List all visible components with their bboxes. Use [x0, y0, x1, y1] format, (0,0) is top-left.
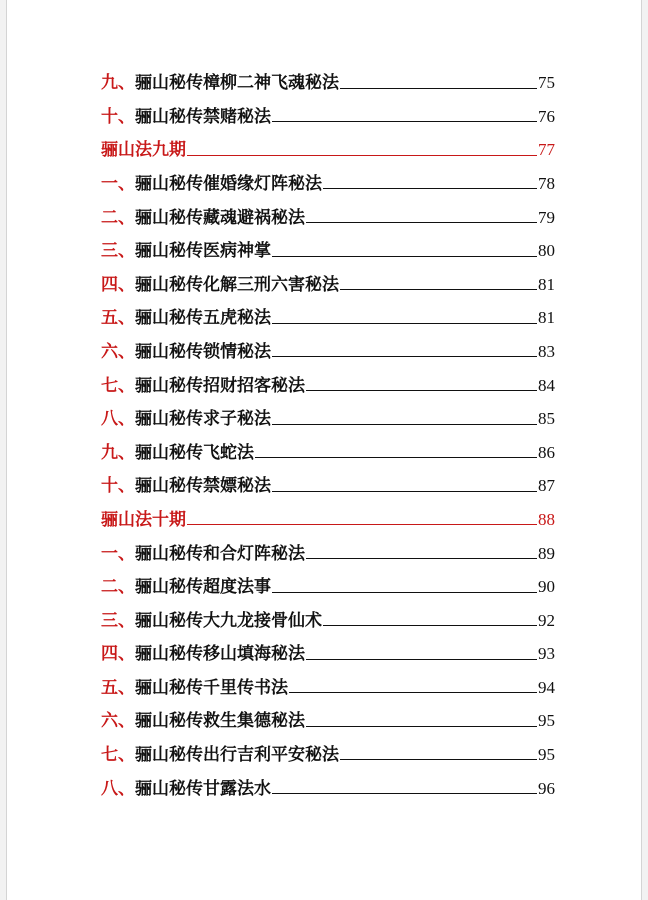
toc-leader-line [272, 323, 537, 324]
toc-entry-title: 骊山秘传化解三刑六害秘法 [135, 274, 339, 295]
toc-entry [101, 232, 555, 266]
toc-entry-title: 骊山秘传医病神掌 [135, 241, 271, 262]
toc-entry-title: 骊山秘传救生集德秘法 [135, 711, 305, 732]
toc-entry [101, 635, 555, 669]
toc-entry [101, 534, 555, 568]
toc-entry-number: 一、 [101, 173, 135, 194]
toc-leader-line [272, 592, 537, 593]
toc-entry-title: 骊山秘传藏魂避祸秘法 [135, 207, 305, 228]
toc-leader-line [272, 256, 537, 257]
toc-entry-title: 骊山法十期 [101, 509, 186, 530]
toc-leader-line [306, 390, 537, 391]
toc-leader-line [187, 524, 537, 525]
toc-entry-page: 95 [538, 745, 555, 765]
toc-entry-title: 骊山秘传和合灯阵秘法 [135, 543, 305, 564]
toc-entry [101, 769, 555, 803]
toc-entry-number: 七、 [101, 745, 135, 766]
toc-entry-number: 二、 [101, 207, 135, 228]
toc-entry-title: 骊山秘传飞蛇法 [135, 442, 254, 463]
toc-entry-number: 九、 [101, 442, 135, 463]
toc-entry-page: 96 [538, 778, 555, 798]
toc-leader-line [306, 558, 537, 559]
toc-entry-title: 骊山秘传五虎秘法 [135, 308, 271, 329]
toc-entry-number: 十、 [101, 476, 135, 497]
toc-section-heading [101, 501, 555, 535]
toc-entry-page: 75 [538, 73, 555, 93]
toc-entry-number: 五、 [101, 677, 135, 698]
toc-entry-page: 86 [538, 442, 555, 462]
toc-entry-number: 八、 [101, 409, 135, 430]
toc-entry [101, 400, 555, 434]
toc-leader-line [323, 188, 537, 189]
toc-leader-line [272, 121, 537, 122]
document-page [6, 0, 642, 900]
toc-leader-line [306, 726, 537, 727]
toc-entry-number: 十、 [101, 106, 135, 127]
toc-entry-number: 九、 [101, 73, 135, 94]
toc-entry [101, 467, 555, 501]
toc-entry-number: 六、 [101, 711, 135, 732]
toc-entry-title: 骊山秘传求子秘法 [135, 409, 271, 430]
toc-entry-page: 84 [538, 375, 555, 395]
toc-entry [101, 266, 555, 300]
toc-entry-page: 88 [538, 509, 555, 529]
toc-entry-page: 79 [538, 207, 555, 227]
table-of-contents [101, 64, 555, 803]
toc-entry [101, 434, 555, 468]
toc-entry-title: 骊山秘传禁赌秘法 [135, 106, 271, 127]
toc-entry-page: 89 [538, 543, 555, 563]
toc-entry [101, 568, 555, 602]
toc-entry-page: 93 [538, 644, 555, 664]
toc-entry [101, 299, 555, 333]
toc-entry [101, 702, 555, 736]
toc-entry-number: 六、 [101, 341, 135, 362]
toc-entry-title: 骊山法九期 [101, 140, 186, 161]
toc-leader-line [340, 289, 537, 290]
toc-entry [101, 669, 555, 703]
toc-entry-page: 95 [538, 711, 555, 731]
toc-entry-title: 骊山秘传甘露法水 [135, 778, 271, 799]
toc-entry-page: 92 [538, 610, 555, 630]
toc-entry-number: 三、 [101, 610, 135, 631]
toc-entry-page: 87 [538, 476, 555, 496]
toc-entry-page: 77 [538, 140, 555, 160]
toc-entry-page: 76 [538, 106, 555, 126]
toc-entry [101, 64, 555, 98]
toc-leader-line [272, 793, 537, 794]
toc-entry-number: 三、 [101, 241, 135, 262]
toc-leader-line [323, 625, 537, 626]
toc-leader-line [340, 88, 537, 89]
toc-entry [101, 198, 555, 232]
toc-leader-line [272, 491, 537, 492]
toc-entry-number: 二、 [101, 577, 135, 598]
toc-entry-number: 四、 [101, 644, 135, 665]
toc-entry-page: 90 [538, 577, 555, 597]
toc-leader-line [272, 424, 537, 425]
toc-entry [101, 165, 555, 199]
toc-entry-page: 78 [538, 173, 555, 193]
toc-entry [101, 333, 555, 367]
toc-entry-title: 骊山秘传禁嫖秘法 [135, 476, 271, 497]
toc-entry-title: 骊山秘传出行吉利平安秘法 [135, 745, 339, 766]
toc-entry-number: 五、 [101, 308, 135, 329]
toc-entry-page: 85 [538, 409, 555, 429]
toc-leader-line [306, 659, 537, 660]
toc-section-heading [101, 131, 555, 165]
toc-entry-page: 83 [538, 341, 555, 361]
toc-entry-title: 骊山秘传超度法事 [135, 577, 271, 598]
toc-entry-title: 骊山秘传千里传书法 [135, 677, 288, 698]
toc-entry [101, 98, 555, 132]
toc-entry-number: 八、 [101, 778, 135, 799]
toc-entry-page: 94 [538, 677, 555, 697]
toc-leader-line [340, 759, 537, 760]
toc-entry [101, 366, 555, 400]
toc-entry-number: 七、 [101, 375, 135, 396]
toc-leader-line [289, 692, 537, 693]
toc-entry-page: 81 [538, 274, 555, 294]
toc-entry [101, 736, 555, 770]
toc-leader-line [272, 356, 537, 357]
toc-entry-number: 一、 [101, 543, 135, 564]
toc-entry-title: 骊山秘传催婚缘灯阵秘法 [135, 173, 322, 194]
toc-leader-line [187, 155, 537, 156]
toc-entry-number: 四、 [101, 274, 135, 295]
toc-entry-title: 骊山秘传移山填海秘法 [135, 644, 305, 665]
toc-entry-title: 骊山秘传招财招客秘法 [135, 375, 305, 396]
toc-entry [101, 602, 555, 636]
toc-entry-page: 81 [538, 308, 555, 328]
toc-entry-title: 骊山秘传樟柳二神飞魂秘法 [135, 73, 339, 94]
toc-entry-title: 骊山秘传大九龙接骨仙术 [135, 610, 322, 631]
toc-leader-line [255, 457, 537, 458]
toc-entry-page: 80 [538, 241, 555, 261]
toc-leader-line [306, 222, 537, 223]
toc-entry-title: 骊山秘传锁情秘法 [135, 341, 271, 362]
